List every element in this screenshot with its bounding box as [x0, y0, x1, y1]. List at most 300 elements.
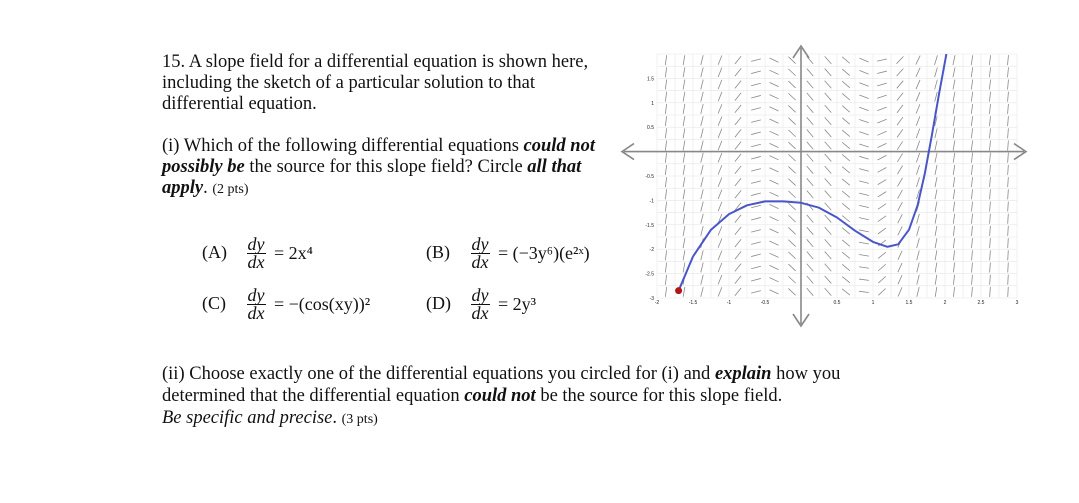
- y-tick-label: 0.5: [647, 125, 654, 132]
- slope-segment: [1008, 214, 1009, 224]
- slope-segment: [701, 92, 703, 102]
- slope-segment: [751, 242, 761, 245]
- slope-segment: [788, 264, 795, 271]
- slope-segment: [718, 55, 722, 64]
- slope-segment: [825, 252, 832, 259]
- slope-segment: [877, 59, 887, 61]
- slope-segment: [972, 250, 973, 260]
- slope-segment: [897, 56, 904, 63]
- x-tick-label: 2: [943, 300, 947, 306]
- x-tick-label: -0.5: [760, 300, 770, 306]
- slope-segment: [683, 263, 685, 273]
- slope-segment: [769, 82, 778, 86]
- slope-segment: [718, 165, 722, 174]
- slope-segment: [953, 165, 955, 175]
- slope-segment: [935, 275, 937, 285]
- slope-segment: [788, 81, 795, 88]
- part-one-prompt: [162, 136, 612, 200]
- slope-segment: [842, 252, 850, 258]
- slope-segment: [878, 276, 885, 283]
- slope-segment: [751, 95, 761, 98]
- slope-segment: [825, 276, 832, 283]
- slope-segment: [990, 153, 991, 163]
- slope-segment: [825, 69, 832, 76]
- slope-segment: [1007, 55, 1008, 65]
- slope-segment: [842, 240, 850, 246]
- slope-segment: [701, 202, 703, 212]
- slope-segment: [935, 263, 937, 273]
- slope-segment: [990, 226, 991, 236]
- slope-segment: [859, 83, 868, 87]
- slope-segment: [953, 104, 955, 114]
- slope-segment: [683, 226, 685, 236]
- slope-segment: [825, 264, 832, 271]
- y-tick-label: 1: [651, 100, 654, 107]
- slope-segment: [916, 92, 920, 101]
- slope-segment: [898, 202, 903, 211]
- slope-segment: [878, 204, 886, 210]
- slope-segment: [1008, 128, 1009, 138]
- slope-segment: [897, 93, 903, 101]
- slope-segment: [859, 230, 869, 232]
- option-d-rhs: = 2y³: [498, 294, 537, 314]
- slope-segment: [807, 93, 814, 101]
- slope-segment: [735, 129, 741, 137]
- slope-segment: [701, 104, 703, 114]
- slope-segment: [735, 56, 741, 64]
- slope-segment: [917, 238, 920, 248]
- slope-segment: [825, 93, 832, 100]
- part-one-circle: Circle: [477, 157, 523, 177]
- slope-segment: [701, 165, 703, 175]
- slope-segment: [971, 202, 972, 212]
- slope-segment: [751, 132, 761, 135]
- slope-segment: [751, 181, 761, 184]
- slope-segment: [735, 166, 741, 174]
- slope-segment: [877, 119, 886, 123]
- x-tick-label: -1.5: [688, 300, 698, 306]
- slope-segment: [859, 119, 868, 122]
- part-two-label: (ii): [162, 364, 185, 384]
- slope-segment: [701, 128, 703, 138]
- slope-segment: [683, 67, 685, 77]
- slope-segment: [718, 141, 722, 150]
- slope-segment: [825, 56, 832, 63]
- slope-segment: [751, 278, 761, 281]
- part-two-explain: explain: [714, 364, 772, 384]
- part-two-could-not: could not: [464, 386, 536, 406]
- slope-segment: [916, 56, 920, 65]
- slope-segment: [769, 95, 778, 99]
- slope-segment: [953, 153, 955, 163]
- slope-segment: [935, 92, 938, 102]
- slope-segment: [788, 215, 795, 222]
- slope-segment: [825, 239, 832, 246]
- slope-segment: [735, 117, 741, 125]
- slope-segment: [769, 278, 778, 282]
- slope-segment: [935, 202, 937, 212]
- slope-segment: [1008, 238, 1009, 248]
- slope-segment: [825, 81, 832, 88]
- initial-point: [675, 287, 682, 294]
- slope-segment: [972, 287, 973, 297]
- slope-field-graph: [612, 42, 1032, 332]
- slope-segment: [825, 117, 832, 124]
- slope-segment: [807, 166, 814, 174]
- slope-segment: [935, 214, 937, 224]
- slope-segment: [701, 116, 703, 126]
- slope-segment: [953, 202, 954, 212]
- slope-segment: [718, 68, 722, 77]
- slope-segment: [683, 165, 685, 175]
- slope-segment: [807, 239, 814, 247]
- part-one-text-after: the source for this slope field?: [249, 157, 473, 177]
- slope-segment: [916, 141, 919, 150]
- slope-segment: [665, 226, 666, 236]
- slope-segment: [953, 250, 954, 260]
- slope-segment: [953, 275, 954, 285]
- slope-segment: [859, 169, 869, 172]
- slope-segment: [769, 204, 778, 208]
- intro-text: A slope field for a differential equation is shown here, including the sketch of a particular solution to that differential equation.: [162, 52, 589, 114]
- x-tick-label: 0.5: [833, 300, 841, 306]
- option-c-rhs: = −(cos(xy))²: [274, 294, 371, 314]
- slope-segment: [701, 287, 703, 297]
- slope-segment: [665, 153, 666, 163]
- slope-segment: [807, 227, 814, 235]
- slope-segment: [807, 191, 814, 199]
- slope-segment: [701, 177, 703, 187]
- slope-segment: [916, 116, 920, 125]
- slope-segment: [825, 154, 832, 161]
- slope-segment: [769, 180, 778, 184]
- slope-segment: [990, 189, 991, 199]
- slope-segment: [897, 153, 902, 161]
- slope-segment: [735, 81, 741, 89]
- slope-segment: [735, 68, 741, 76]
- slope-segment: [825, 178, 832, 185]
- slope-segment: [953, 55, 955, 65]
- slope-segment: [917, 287, 919, 297]
- slope-segment: [665, 287, 666, 297]
- slope-segment: [718, 129, 722, 138]
- y-tick-label: -3: [649, 296, 654, 302]
- slope-segment: [683, 177, 685, 187]
- slope-segment: [718, 238, 722, 247]
- slope-segment: [898, 263, 902, 272]
- option-b[interactable]: [426, 236, 590, 271]
- slope-segment: [751, 108, 761, 111]
- slope-segment: [788, 276, 795, 283]
- slope-segment: [683, 116, 685, 126]
- slope-segment: [807, 130, 814, 138]
- slope-segment: [990, 128, 991, 138]
- slope-segment: [665, 165, 666, 175]
- slope-segment: [935, 68, 938, 78]
- slope-segment: [825, 288, 832, 295]
- slope-segment: [769, 168, 778, 172]
- slope-segment: [769, 290, 778, 294]
- slope-segment: [769, 156, 778, 160]
- slope-segment: [990, 202, 991, 212]
- slope-segment: [825, 191, 832, 198]
- slope-segment: [735, 190, 741, 198]
- slope-segment: [935, 165, 937, 175]
- slope-segment: [751, 83, 761, 86]
- slope-segment: [989, 80, 990, 90]
- slope-segment: [842, 191, 850, 197]
- slope-segment: [701, 141, 703, 151]
- slope-segment: [897, 69, 904, 76]
- part-one-period: .: [203, 178, 208, 198]
- option-d[interactable]: [426, 287, 536, 322]
- slope-segment: [842, 264, 850, 270]
- slope-segment: [897, 166, 902, 175]
- slope-segment: [971, 128, 972, 138]
- slope-segment: [735, 142, 741, 150]
- slope-segment: [935, 153, 937, 163]
- slope-segment: [971, 153, 972, 163]
- slope-segment: [971, 141, 972, 151]
- slope-segment: [1008, 226, 1009, 236]
- option-b-num: dy: [471, 234, 489, 254]
- slope-segment: [878, 252, 886, 258]
- slope-segment: [788, 203, 795, 210]
- slope-segment: [769, 241, 778, 245]
- slope-segment: [807, 154, 814, 162]
- slope-segment: [825, 215, 832, 222]
- slope-segment: [683, 202, 685, 212]
- slope-segment: [825, 130, 832, 137]
- y-tick-label: -1: [649, 198, 654, 205]
- slope-segment: [701, 80, 703, 90]
- slope-segment: [665, 214, 666, 224]
- slope-segment: [972, 275, 973, 285]
- slope-segment: [665, 104, 666, 114]
- slope-segment: [751, 254, 761, 257]
- slope-segment: [701, 55, 703, 65]
- part-two-text1: Choose exactly one of the differential equations you circled for (i) and: [189, 364, 711, 384]
- slope-segment: [877, 95, 886, 98]
- slope-segment: [788, 191, 795, 198]
- part-one-emphasis: could not possibly be: [162, 136, 595, 177]
- slope-segment: [683, 104, 685, 114]
- slope-segment: [665, 128, 666, 138]
- slope-segment: [735, 93, 741, 101]
- slope-segment: [751, 156, 761, 159]
- slope-segment: [683, 153, 685, 163]
- slope-segment: [935, 177, 937, 187]
- slope-segment: [701, 189, 703, 199]
- slope-segment: [842, 93, 850, 100]
- slope-segment: [917, 263, 920, 273]
- slope-segment: [807, 142, 814, 150]
- slope-segment: [718, 202, 722, 211]
- slope-segment: [683, 238, 685, 248]
- slope-segment: [788, 227, 795, 234]
- slope-segment: [769, 192, 778, 196]
- slope-segment: [665, 275, 666, 285]
- option-a-num: dy: [247, 234, 265, 254]
- option-b-label: (B): [426, 241, 450, 262]
- slope-segment: [842, 106, 850, 112]
- slope-segment: [825, 142, 832, 149]
- slope-segment: [788, 118, 795, 125]
- slope-segment: [917, 226, 920, 236]
- slope-segment: [971, 189, 972, 199]
- slope-segment: [788, 142, 795, 149]
- slope-segment: [825, 105, 832, 112]
- slope-segment: [1008, 165, 1009, 175]
- slope-segment: [751, 266, 761, 269]
- x-tick-label: -1: [726, 300, 732, 306]
- slope-segment: [665, 177, 666, 187]
- slope-segment: [665, 189, 666, 199]
- option-d-num: dy: [471, 285, 489, 305]
- part-two-text2: how you determined that the differential equation: [162, 364, 841, 406]
- slope-segment: [788, 179, 795, 186]
- slope-segment: [842, 167, 850, 173]
- slope-segment: [989, 116, 990, 126]
- slope-segment: [769, 131, 778, 135]
- slope-segment: [825, 203, 832, 210]
- slope-segment: [859, 70, 868, 74]
- slope-segment: [859, 254, 869, 256]
- slope-segment: [701, 153, 703, 163]
- slope-segment: [769, 229, 778, 233]
- option-b-den: dx: [471, 252, 489, 272]
- slope-segment: [683, 214, 685, 224]
- slope-segment: [953, 226, 954, 236]
- slope-segment: [735, 288, 741, 296]
- option-c[interactable]: [202, 287, 370, 322]
- slope-segment: [877, 71, 887, 73]
- slope-segment: [897, 178, 902, 187]
- slope-segment: [953, 128, 955, 138]
- part-two-prompt: [162, 363, 922, 431]
- x-tick-label: 3: [1015, 300, 1019, 306]
- slope-segment: [897, 141, 903, 149]
- slope-segment: [898, 251, 902, 260]
- slope-segment: [718, 263, 722, 272]
- slope-segment: [1008, 250, 1009, 260]
- slope-segment: [769, 143, 778, 147]
- slope-segment: [842, 228, 850, 234]
- slope-segment: [735, 251, 741, 259]
- part-two-specific: Be specific and precise: [162, 408, 333, 428]
- slope-segment: [916, 177, 919, 187]
- option-d-den: dx: [471, 303, 489, 323]
- slope-segment: [735, 178, 741, 186]
- slope-segment: [842, 142, 850, 148]
- y-tick-label: -0.5: [645, 174, 654, 180]
- question-intro: [162, 52, 612, 115]
- slope-segment: [916, 129, 919, 138]
- slope-segment: [735, 239, 741, 247]
- option-a[interactable]: [202, 236, 313, 271]
- slope-segment: [935, 189, 937, 199]
- slope-segment: [665, 92, 666, 102]
- slope-segment: [751, 291, 761, 294]
- slope-segment: [898, 287, 902, 296]
- slope-segment: [718, 80, 722, 89]
- slope-segment: [877, 131, 886, 135]
- slope-segment: [971, 104, 972, 114]
- slope-segment: [735, 227, 741, 235]
- slope-segment: [917, 250, 920, 260]
- part-two-text3: be the source for this slope field.: [540, 386, 783, 406]
- slope-segment: [898, 275, 902, 284]
- slope-segment: [751, 59, 761, 62]
- slope-segment: [701, 214, 703, 224]
- slope-segment: [701, 67, 703, 77]
- slope-segment: [807, 69, 814, 77]
- slope-segment: [718, 190, 722, 199]
- slope-segment: [989, 104, 990, 114]
- slope-segment: [953, 287, 954, 297]
- x-tick-label: 2.5: [977, 300, 985, 306]
- slope-segment: [788, 240, 795, 247]
- slope-segment: [859, 218, 869, 220]
- slope-segment: [825, 166, 832, 173]
- slope-segment: [1008, 287, 1009, 297]
- slope-segment: [898, 190, 903, 199]
- slope-segment: [788, 57, 795, 64]
- slope-segment: [916, 68, 920, 77]
- slope-segment: [1008, 104, 1009, 114]
- slope-segment: [807, 288, 814, 296]
- slope-segment: [971, 116, 972, 126]
- slope-segment: [788, 154, 795, 161]
- slope-segment: [718, 153, 722, 162]
- slope-segment: [935, 80, 938, 90]
- slope-segment: [665, 263, 666, 273]
- option-d-label: (D): [426, 292, 451, 313]
- slope-segment: [825, 227, 832, 234]
- slope-segment: [989, 92, 990, 102]
- part-one-all-apply: all that apply: [162, 157, 582, 198]
- slope-segment: [665, 238, 666, 248]
- slope-segment: [935, 128, 937, 138]
- slope-segment: [842, 81, 850, 88]
- slope-segment: [935, 226, 937, 236]
- slope-segment: [917, 275, 919, 285]
- slope-segment: [665, 250, 666, 260]
- slope-segment: [769, 217, 778, 221]
- slope-segment: [701, 250, 703, 260]
- y-tick-label: -2: [649, 247, 654, 254]
- slope-segment: [788, 288, 795, 295]
- slope-segment: [859, 156, 869, 159]
- x-tick-label: -2: [654, 300, 660, 306]
- slope-segment: [878, 264, 886, 270]
- slope-segment: [972, 226, 973, 236]
- slope-segment: [971, 80, 972, 90]
- slope-segment: [665, 141, 666, 151]
- slope-segment: [842, 289, 850, 295]
- slope-segment: [665, 202, 666, 212]
- slope-segment: [953, 177, 954, 187]
- part-two-period: .: [332, 408, 338, 428]
- slope-segment: [683, 189, 685, 199]
- slope-segment: [990, 250, 991, 260]
- slope-segment: [859, 267, 869, 268]
- slope-segment: [1008, 153, 1009, 163]
- slope-segment: [878, 167, 887, 172]
- slope-segment: [807, 178, 814, 186]
- slope-segment: [807, 215, 814, 223]
- option-a-den: dx: [247, 252, 265, 272]
